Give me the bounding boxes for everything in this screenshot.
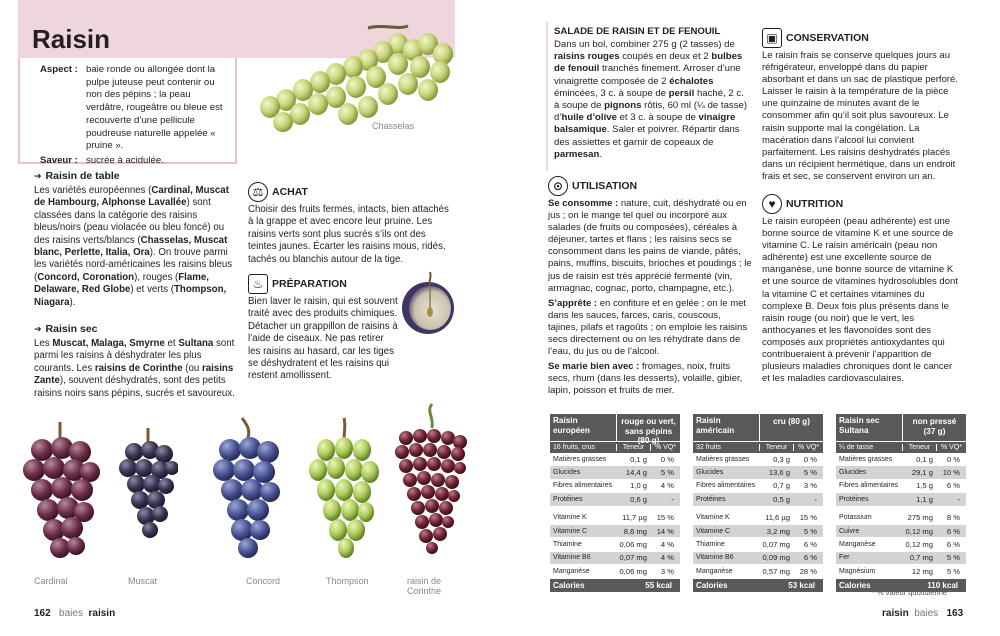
nutrient-amount: 0,12 mg [905, 526, 933, 536]
col-teneur: Teneur [759, 444, 793, 451]
nutrient-vq: 6 % [946, 526, 960, 536]
table-h1: Raisin sec Sultana [839, 416, 880, 435]
nutrient-amount: 12 mg [911, 566, 933, 576]
nutrition-table-europeen [550, 414, 680, 592]
nutrient-name: Matières grasses [553, 455, 607, 463]
tg-t1: Les variétés européennes ( [34, 185, 152, 196]
s-t1: Dans un bol, combiner 275 g (2 tasses) de [554, 39, 735, 50]
col-vq: % VQ* [936, 444, 966, 451]
table-subheader [836, 441, 966, 453]
table-row [836, 512, 966, 525]
nutrient-vq: 3 % [803, 481, 817, 491]
u-t1: nature, cuit, déshydraté ou en jus ; on le mange tel quel ou incorporé aux salades (de fruits ou composées), céréales à déjeuner, tartes et flans ; les raisins secs se consomment dans les pains de viande, pâtés, pains, muffins, biscuits, brioches et poudings ; le jus de raisin est très apprécié fermenté (vin, armagnac, cognac, porto, champagne, etc.). [548, 198, 752, 294]
nutrient-name: Vitamine C [696, 527, 731, 535]
table-row [836, 538, 966, 551]
preparation-text: Bien laver le raisin, qui est souvent traité avec des produits chimiques. Détacher un grappillon de raisins à l’aide de ciseaux. Ne pas retirer les raisins au hasard, car les tiges se déshydratent et les raisins qui restent amollissent. [248, 296, 398, 382]
dry-grape-heading [34, 323, 239, 335]
s-t7: et 3 c. à soupe de [616, 112, 699, 124]
conservation-heading-text: CONSERVATION [786, 32, 869, 44]
nutrition-heading [762, 194, 962, 214]
table-row [693, 525, 823, 538]
nutrient-amount: 0,12 mg [905, 540, 933, 550]
s-b7: vinaigre balsamique [554, 112, 736, 136]
dg-b3: raisins de Corinthe [94, 362, 183, 374]
table-subheader [550, 441, 680, 453]
nutrient-name: Thiamine [696, 541, 725, 549]
table-row [550, 480, 680, 493]
nutrient-vq: 15 % [799, 513, 817, 523]
table-grape-heading-text: Raisin de table [45, 170, 120, 182]
muscat-image [118, 428, 178, 543]
aspect-text: baie ronde ou allongée dont la pulpe juteuse peut contenir ou non des pépins ; la peau verdâtre, rougeâtre ou bleue est recouverte d’une pellicule poudreuse naturelle appelée « pruine ». [86, 64, 223, 152]
col-vq: % VQ* [650, 444, 680, 451]
s-b8: parmesan [554, 148, 600, 160]
nutrient-vq: - [814, 494, 817, 504]
nutrient-vq: 3 % [660, 566, 674, 576]
footnote: * % valeur quotidienne [872, 588, 948, 597]
footer-word: raisin [882, 608, 909, 619]
plate-icon: ⊙ [548, 176, 568, 196]
nutrient-name: Vitamine B6 [553, 554, 591, 562]
cardinal-image [20, 420, 100, 570]
nutrient-amount: 0,06 mg [619, 566, 647, 576]
nutrient-name: Vitamine K [696, 514, 730, 522]
table-row [836, 565, 966, 578]
tg-b3: Concord, Coronation [37, 271, 135, 283]
chasselas-image [248, 22, 470, 134]
table-calories [550, 579, 680, 592]
table-row [550, 538, 680, 551]
tg-t5: ) et verts ( [130, 284, 174, 296]
nutrient-amount: 0,6 g [630, 494, 647, 504]
s-t4: émincées, 3 c. à soupe de [554, 87, 669, 99]
caption-cardinal: Cardinal [34, 576, 68, 586]
table-rows [550, 453, 680, 579]
nutrient-name: Manganèse [696, 567, 733, 575]
table-h2: non pressé (37 g) [902, 414, 966, 441]
nutrient-vq: 4 % [660, 540, 674, 550]
col-vq: % VQ* [793, 444, 823, 451]
concord-image [212, 416, 284, 571]
table-row [550, 512, 680, 525]
table-row [693, 512, 823, 525]
table-grape-section [34, 170, 239, 309]
nutrient-amount: 0,1 g [630, 454, 647, 464]
nutrient-vq: 6 % [946, 540, 960, 550]
dg-t5: ), souvent déshydratés, sont des petits raisins noirs sans pépins, sucrés et savoureux. [34, 375, 235, 399]
dg-t4: (ou [182, 362, 202, 374]
table-h1: Raisin américain [696, 416, 735, 435]
table-h2: rouge ou vert, sans pépins (80 g) [616, 414, 680, 441]
nutrient-name: Glucides [696, 469, 724, 477]
dry-grape-text [34, 338, 239, 400]
nutrient-amount: 0,5 g [773, 494, 790, 504]
tg-t2: ) sont classées dans la catégorie des raisins bleus/noirs (peau violacée ou bleu foncé) ou des raisins verts/blancs ( [34, 197, 225, 246]
nutrient-vq: 28 % [799, 566, 817, 576]
thompson-image [304, 416, 384, 571]
table-calories [693, 579, 823, 592]
nutrient-name: Vitamine K [553, 514, 587, 522]
nutrient-name: Vitamine B6 [696, 554, 734, 562]
nutrient-name: Cuivre [839, 527, 860, 535]
table-row [693, 453, 823, 466]
footer-category: baies [59, 608, 83, 619]
saveur-row [40, 155, 229, 168]
caption-muscat: Muscat [128, 576, 158, 586]
calories-value: 55 kcal [645, 580, 672, 590]
s-b2: bulbes de fenouil [554, 51, 743, 75]
nutrient-vq: 5 % [946, 553, 960, 563]
nutrient-amount: 1,0 g [630, 481, 647, 491]
dg-t3: sont parmi les raisins à déshydrater les plus courants. Les [34, 338, 235, 374]
dg-b2: Sultana [178, 338, 214, 349]
preparation-heading-text: PRÉPARATION [272, 278, 347, 290]
tg-b5: Thompson, Niagara [34, 284, 227, 308]
table-subheader [693, 441, 823, 453]
halved-grape-image [400, 270, 456, 336]
dry-grape-section [34, 323, 239, 400]
chef-hat-icon: ♨ [248, 274, 268, 294]
caption-concord: Concord [246, 576, 281, 586]
nutrient-amount: 3,2 mg [766, 526, 790, 536]
nutrient-name: Glucides [553, 469, 581, 477]
s-b5: pignons [604, 100, 642, 112]
arrow-icon: ➔ [34, 323, 42, 334]
col-teneur: Teneur [902, 444, 936, 451]
calories-label: Calories [553, 580, 585, 590]
jar-icon: ▣ [762, 28, 782, 48]
u-l2: S’apprête : [548, 297, 598, 309]
nutrient-amount: 0,09 mg [762, 553, 790, 563]
arrow-icon: ➔ [34, 170, 42, 181]
nutrient-name: Matières grasses [696, 455, 750, 463]
table-row [550, 525, 680, 538]
table-header [693, 414, 823, 441]
calories-value: 53 kcal [788, 580, 815, 590]
table-row [550, 493, 680, 506]
u-t3: fromages, noix, fruits secs, rhum (dans les desserts), volaille, gibier, lapin, poisson et fruits de mer. [548, 361, 743, 397]
table-rows [836, 453, 966, 579]
utilisation-text [548, 198, 753, 398]
dg-t2: et [164, 338, 179, 349]
saveur-label: Saveur : [40, 154, 78, 166]
s-t6: rôtis, 60 ml (¼ de tasse) d’ [554, 100, 748, 124]
footer-word: raisin [88, 608, 116, 619]
right-page [500, 0, 1000, 636]
table-row [550, 453, 680, 466]
nutrient-vq: 4 % [660, 553, 674, 563]
table-header [836, 414, 966, 441]
nutrient-name: Matières grasses [839, 455, 893, 463]
conservation-heading [762, 28, 962, 48]
s-b4: persil [668, 87, 695, 99]
table-grape-text [34, 185, 239, 309]
nutrient-name: Manganèse [553, 567, 590, 575]
nutrient-vq: 0 % [946, 454, 960, 464]
salade-text [554, 39, 751, 161]
nutrient-amount: 11,7 µg [622, 513, 647, 523]
dg-b1: Muscat, Malaga, Smyrne [52, 338, 165, 349]
col-teneur: Teneur [616, 444, 650, 451]
nutrient-name: Vitamine C [553, 527, 588, 535]
table-row [836, 493, 966, 506]
tg-t6: ). [69, 296, 76, 308]
calories-value: 110 kcal [927, 580, 958, 590]
saveur-text: sucrée à acidulée. [86, 154, 164, 166]
calories-label: Calories [696, 580, 728, 590]
utilisation-heading [548, 176, 753, 196]
table-row [836, 525, 966, 538]
table-row [836, 466, 966, 479]
nutrient-name: Manganèse [839, 541, 876, 549]
nutrient-vq: - [671, 494, 674, 504]
tg-b2: Chasselas, Muscat blanc, Perlette, Italia, Ora [34, 234, 228, 259]
utilisation-heading-text: UTILISATION [572, 180, 638, 192]
table-row [693, 538, 823, 551]
nutrient-vq: 5 % [803, 526, 817, 536]
nutrient-amount: 0,3 g [773, 454, 790, 464]
tg-t4: ), rouges ( [134, 271, 179, 283]
nutrient-amount: 275 mg [907, 513, 933, 523]
dg-b4: raisins Zante [34, 362, 234, 387]
footer-category: baies [914, 608, 939, 619]
nutrition-section [762, 194, 962, 385]
aspect-row [40, 64, 229, 153]
nutrient-amount: 0,1 g [916, 454, 933, 464]
nutrient-amount: 14,4 g [625, 468, 647, 478]
tg-t3: ). On trouve parmi les variétés nord-américaines les raisins bleus ( [34, 247, 233, 283]
nutrient-amount: 0,57 mg [762, 566, 790, 576]
nutrient-amount: 1,5 g [916, 481, 933, 491]
dry-grape-heading-text: Raisin sec [45, 323, 98, 335]
s-t2: coupés en deux et 2 [619, 51, 712, 63]
aspect-label: Aspect : [40, 64, 78, 75]
tg-b1: Cardinal, Muscat de Hambourg, Alphonse Lavallée [34, 185, 229, 209]
page-number: 163 [946, 608, 964, 619]
s-t5: haché, 2 c. à soupe de [554, 87, 744, 112]
table-header [550, 414, 680, 446]
nutrient-vq: 6 % [803, 540, 817, 550]
u-p3 [548, 361, 753, 397]
nutrient-vq: 4 % [660, 481, 674, 491]
nutrient-vq: - [957, 494, 960, 504]
tg-b4: Flame, Delaware, Red Globe [34, 271, 209, 296]
table-row [836, 480, 966, 493]
s-b6: huile d’olive [561, 112, 617, 124]
u-p2 [548, 298, 753, 358]
s-b3: échalotes [669, 75, 714, 87]
caption-thompson: Thompson [326, 576, 369, 586]
s-t3: tranchés finement. Arroser d’une vinaigrette composée de 2 [554, 63, 741, 87]
nutrient-vq: 6 % [803, 553, 817, 563]
nutrient-name: Fer [839, 554, 850, 562]
nutrient-vq: 5 % [803, 468, 817, 478]
u-l1: Se consomme : [548, 198, 619, 209]
table-rows [693, 453, 823, 579]
nutrient-amount: 0,7 mg [909, 553, 933, 563]
page-number: 162 [34, 608, 51, 619]
nutrient-vq: 15 % [656, 513, 674, 523]
nutrient-amount: 29,1 g [911, 468, 933, 478]
calories-label: Calories [839, 580, 871, 590]
nutrient-amount: 0,07 mg [762, 540, 790, 550]
s-b1: raisins rouges [554, 51, 620, 63]
nutrient-amount: 1,1 g [916, 494, 933, 504]
utilisation-section [548, 176, 753, 398]
caption-corinthe: raisin de Corinthe [406, 576, 442, 596]
heart-icon: ♥ [762, 194, 782, 214]
achat-heading-text: ACHAT [272, 186, 308, 198]
table-row [836, 552, 966, 565]
table-portion: 16 fruits, crus [553, 444, 596, 451]
salade-title: SALADE DE RAISIN ET DE FENOUIL [554, 26, 721, 37]
table-row [550, 565, 680, 578]
achat-heading [248, 182, 453, 202]
nutrient-name: Thiamine [553, 541, 582, 549]
nutrient-vq: 14 % [656, 526, 674, 536]
table-h1: Raisin européen [553, 416, 590, 435]
table-row [550, 466, 680, 479]
nutrient-vq: 6 % [946, 481, 960, 491]
table-row [693, 565, 823, 578]
nutrient-amount: 0,7 g [773, 481, 790, 491]
nutrient-name: Fibres alimentaires [553, 482, 613, 490]
table-grape-heading [34, 170, 239, 182]
u-l3: Se marie bien avec : [548, 361, 640, 373]
nutrient-name: Glucides [839, 469, 867, 477]
s-t9: . [599, 148, 602, 160]
conservation-section [762, 28, 962, 183]
table-row [693, 466, 823, 479]
table-h2: cru (80 g) [759, 414, 823, 441]
nutrient-vq: 5 % [946, 566, 960, 576]
nutrient-name: Fibres alimentaires [839, 482, 899, 490]
preparation-section [248, 274, 398, 383]
nutrient-name: Potassium [839, 514, 872, 522]
nutrient-name: Magnésium [839, 567, 876, 575]
nutrition-heading-text: NUTRITION [786, 198, 844, 210]
achat-section [248, 182, 453, 266]
nutrition-table-americain [693, 414, 823, 592]
table-row [550, 552, 680, 565]
table-portion: ¼ de tasse [839, 444, 874, 451]
left-footer [34, 608, 115, 619]
nutrient-amount: 11,6 µg [765, 513, 790, 523]
nutrient-amount: 8,6 mg [623, 526, 647, 536]
nutrient-name: Protéines [696, 495, 726, 503]
preparation-heading [248, 274, 398, 294]
table-row [836, 453, 966, 466]
page-title: Raisin [32, 24, 111, 54]
nutrient-name: Fibres alimentaires [696, 482, 756, 490]
nutrient-vq: 0 % [660, 454, 674, 464]
conservation-text: Le raisin frais se conserve quelques jours au réfrigérateur, enveloppé dans du papier absorbant et dans un sac de plastique perforé. Laisser le raisin à la température de la pièce une quinzaine de minutes avant de le consommer afin qu’il soit plus savoureux. Le raisin supporte mal la congélation. La macération dans l’alcool lui convient parfaitement. Les raisins déshydratés placés dans un récipient hermétique, dans un endroit frais et sec, se conservent environ un an. [762, 50, 958, 182]
nutrient-name: Protéines [839, 495, 869, 503]
nutrient-vq: 5 % [660, 468, 674, 478]
table-row [693, 480, 823, 493]
s-t8: . Saler et poivrer. Répartir dans des assiettes et garnir de copeaux de [554, 124, 740, 148]
u-t2: en confiture et en gelée ; on le met dans les sauces, farces, caris, couscous, tajines, pilafs et ragoûts ; on emploie les raisins secs directement ou on les réhydrate dans de l’eau, du jus ou de l’alcool. [548, 297, 748, 358]
chasselas-caption: Chasselas [372, 121, 415, 131]
nutrient-amount: 13,6 g [768, 468, 790, 478]
nutrient-name: Protéines [553, 495, 583, 503]
nutrient-amount: 0,07 mg [619, 553, 647, 563]
scale-icon: ⚖ [248, 182, 268, 202]
achat-text: Choisir des fruits fermes, intacts, bien attachés à la grappe et avec encore leur pruine. Les raisins verts sont plus sucrés s’ils ont des teintes jaunes. Écarter les raisins mous, ridés, tachés ou blanchis autour de la tige. [248, 204, 449, 265]
nutrition-text: Le raisin européen (peau adhérente) est une bonne source de vitamine K et une source de vitamine C. Le raisin américain (peau non adhérente) est une excellente source de manganèse, une bonne source de vitamine K et une source de vitamines hydrosolubles dont la vitamine C et certaines vitamines du complexe B. Deux fois plus présents dans le raisin rouge (ou noir) que le vert, les anthocyanes et les flavonoïdes sont des composés aux propriétés antioxydantes qui contribueraient à prévenir l’apparition de plusieurs maladies chroniques dont le cancer et les maladies cardiovasculaires. [762, 216, 958, 385]
nutrient-vq: 0 % [803, 454, 817, 464]
nutrient-vq: 8 % [946, 513, 960, 523]
dg-t1: Les [34, 338, 53, 349]
aspect-box [18, 58, 237, 164]
nutrition-table-sultana [836, 414, 966, 592]
nutrient-amount: 0,06 mg [619, 540, 647, 550]
right-footer [882, 608, 963, 619]
nutrient-vq: 10 % [942, 468, 960, 478]
corinthe-image [392, 402, 472, 574]
table-row [693, 493, 823, 506]
table-row [693, 552, 823, 565]
salade-box [546, 22, 751, 171]
table-portion: 32 fruits [696, 444, 721, 451]
